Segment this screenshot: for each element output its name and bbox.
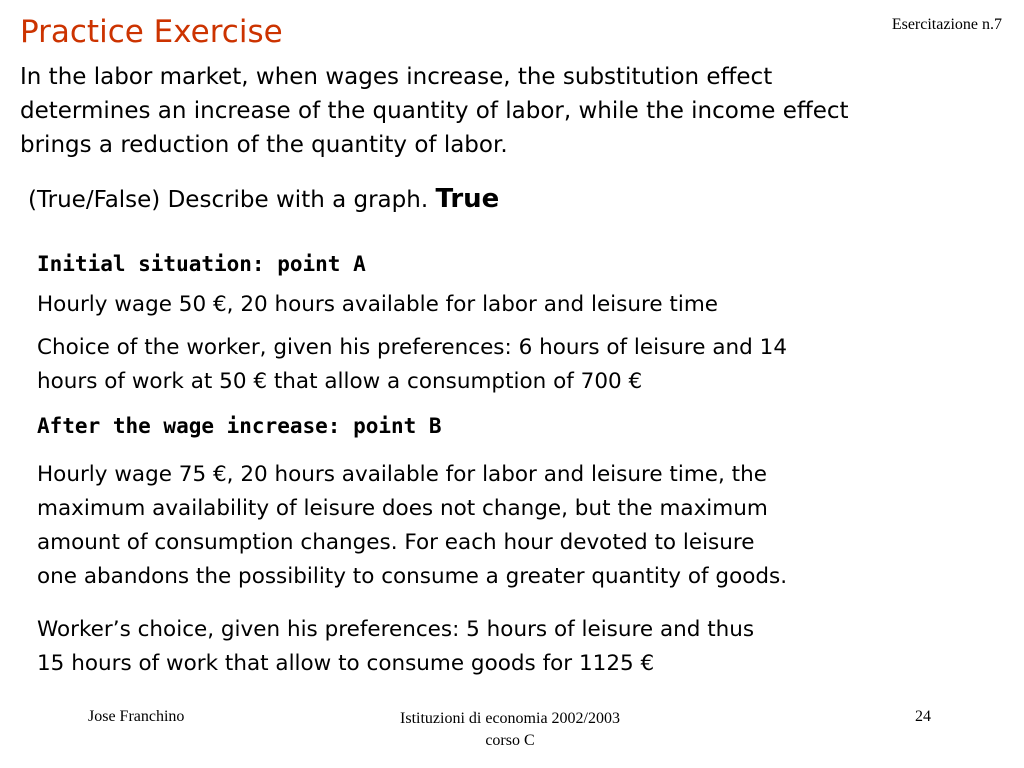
after-wage-line: amount of consumption changes. For each hour devoted to leisure <box>37 530 755 555</box>
after-choice-line: 15 hours of work that allow to consume goods for 1125 € <box>37 651 655 676</box>
question-text: (True/False) Describe with a graph. <box>28 187 429 213</box>
intro-line: determines an increase of the quantity of labor, while the income effect <box>20 98 849 124</box>
after-heading: After the wage increase: point B <box>37 414 442 438</box>
after-wage <box>37 458 787 594</box>
intro-paragraph <box>20 60 1010 162</box>
footer-course-line: corso C <box>485 732 535 749</box>
footer-author: Jose Franchino <box>88 708 185 725</box>
exercise-label: Esercitazione n.7 <box>891 16 1002 33</box>
after-choice-line: Worker’s choice, given his preferences: 5 hours of leisure and thus <box>37 617 755 642</box>
initial-choice-line: Choice of the worker, given his preferences: 6 hours of leisure and 14 <box>37 335 788 360</box>
answer-text: True <box>435 184 500 214</box>
question-line <box>28 184 499 214</box>
after-wage-line: one abandons the possibility to consume a greater quantity of goods. <box>37 564 788 589</box>
after-choice <box>37 613 754 681</box>
footer-course <box>340 708 680 752</box>
footer-course-line: Istituzioni di economia 2002/2003 <box>400 710 620 727</box>
initial-choice-line: hours of work at 50 € that allow a consumption of 700 € <box>37 369 643 394</box>
intro-line: In the labor market, when wages increase, the substitution effect <box>20 64 773 90</box>
initial-wage: Hourly wage 50 €, 20 hours available for labor and leisure time <box>37 292 718 317</box>
slide-title: Practice Exercise <box>20 14 283 50</box>
page-number: 24 <box>915 708 931 725</box>
initial-choice <box>37 331 787 399</box>
after-wage-line: maximum availability of leisure does not change, but the maximum <box>37 496 768 521</box>
initial-heading: Initial situation: point A <box>37 252 366 276</box>
after-wage-line: Hourly wage 75 €, 20 hours available for labor and leisure time, the <box>37 462 767 487</box>
intro-line: brings a reduction of the quantity of labor. <box>20 132 508 158</box>
